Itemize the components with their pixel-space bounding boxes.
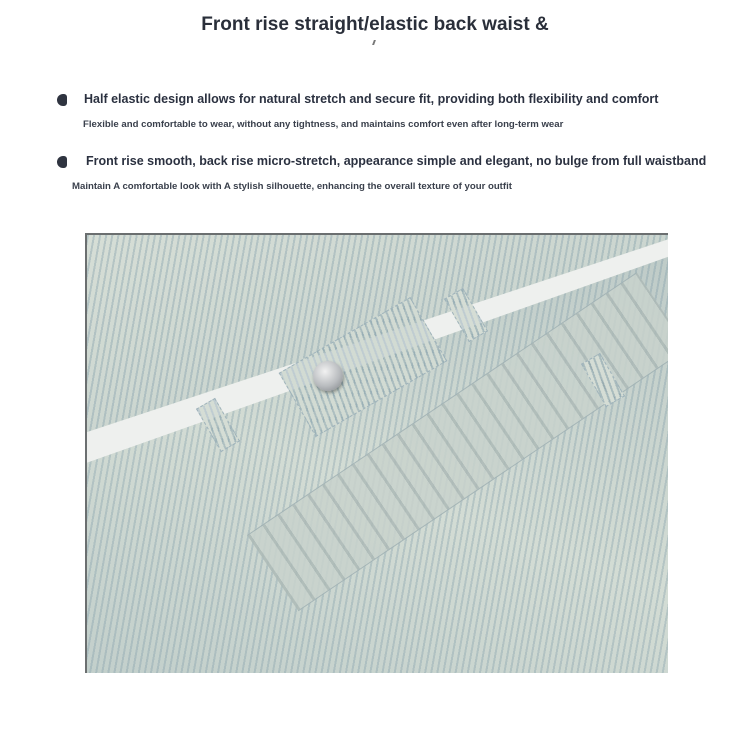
bullet-icon bbox=[57, 156, 67, 168]
title-mark bbox=[372, 40, 376, 45]
feature-heading: Front rise smooth, back rise micro-stretch, appearance simple and elegant, no bulge from full waistband bbox=[86, 154, 707, 168]
bullet-icon bbox=[57, 94, 67, 106]
feature-subtext: Flexible and comfortable to wear, without any tightness, and maintains comfort even after long-term wear bbox=[83, 119, 564, 130]
product-photo bbox=[85, 233, 668, 673]
metal-button-icon bbox=[313, 361, 343, 391]
page-title: Front rise straight/elastic back waist & bbox=[201, 14, 549, 35]
feature-heading: Half elastic design allows for natural stretch and secure fit, providing both flexibility and comfort bbox=[84, 92, 659, 106]
feature-subtext: Maintain A comfortable look with A stylish silhouette, enhancing the overall texture of your outfit bbox=[72, 181, 512, 192]
